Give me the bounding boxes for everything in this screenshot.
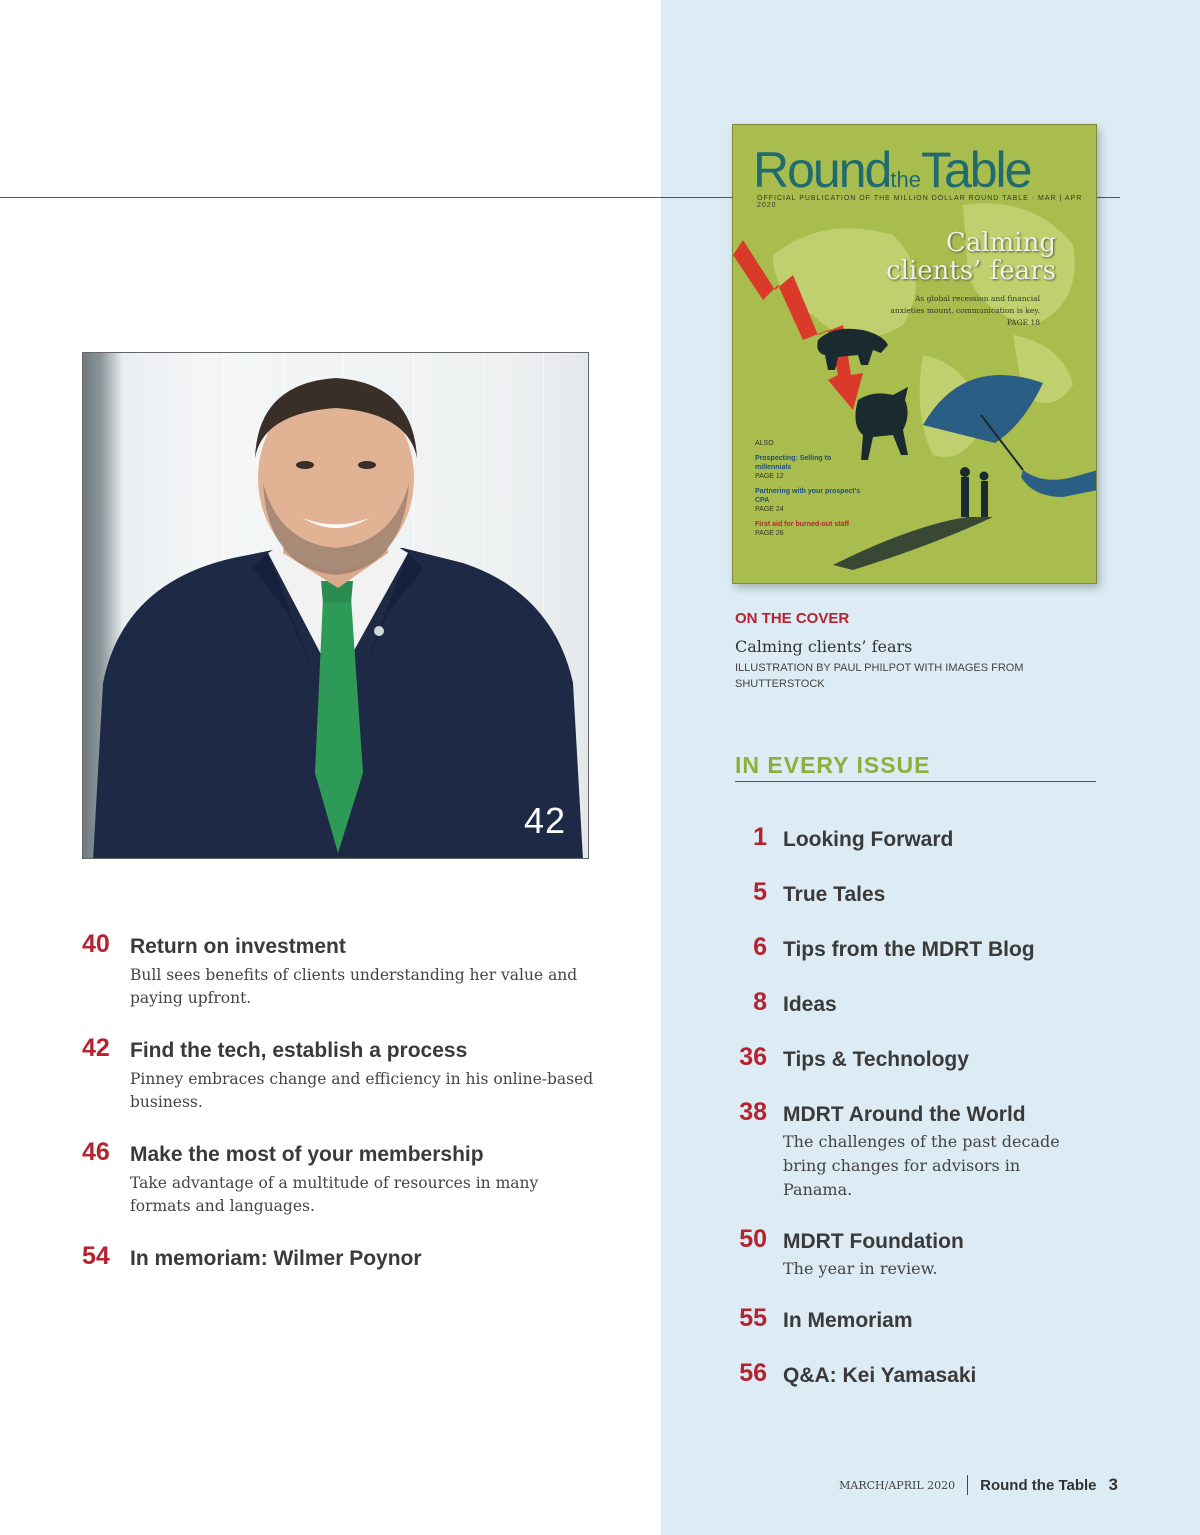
section-divider: [735, 781, 1096, 782]
issue-title: Tips from the MDRT Blog: [783, 938, 1035, 961]
footer-publication: Round the Table: [980, 1476, 1097, 1494]
page-footer: [839, 1475, 1118, 1495]
on-cover-title: Calming clients’ fears: [735, 637, 913, 656]
issue-page-number: 5: [753, 878, 767, 906]
footer-separator: [967, 1475, 968, 1495]
issue-item[interactable]: [735, 990, 1115, 1020]
article-title: In memoriam: Wilmer Poynor: [130, 1247, 422, 1270]
article-title: Make the most of your membership: [130, 1143, 484, 1166]
cover-also-list: [755, 439, 865, 544]
article-item[interactable]: [82, 930, 602, 1010]
issue-item[interactable]: [735, 935, 1115, 965]
issue-title: True Tales: [783, 883, 886, 906]
cover-also-item: Prospecting: Selling to millennials PAGE 12: [755, 455, 832, 480]
in-every-issue-heading: IN EVERY ISSUE: [735, 752, 931, 778]
issue-page-number: 1: [753, 823, 767, 851]
issue-title: In Memoriam: [783, 1309, 913, 1332]
issue-title: MDRT Around the World: [783, 1103, 1026, 1126]
issue-page-number: 56: [739, 1359, 767, 1387]
issue-item[interactable]: [735, 1306, 1115, 1336]
issue-item[interactable]: [735, 1100, 1115, 1202]
on-cover-label: ON THE COVER: [735, 610, 850, 627]
issue-title: Tips & Technology: [783, 1048, 969, 1071]
issue-title: Looking Forward: [783, 828, 954, 851]
issue-item[interactable]: [735, 880, 1115, 910]
cover-masthead: RoundtheTable: [753, 142, 1031, 198]
on-cover-credit: ILLUSTRATION BY PAUL PHILPOT WITH IMAGES FROM SHUTTERSTOCK: [735, 662, 1024, 690]
issue-page-number: 38: [739, 1098, 767, 1126]
every-issue-list: [735, 825, 1115, 1391]
article-page-number: 54: [82, 1242, 110, 1270]
article-page-number: 42: [82, 1034, 110, 1062]
feature-photo: [82, 352, 589, 859]
feature-article-list: [82, 930, 602, 1300]
cover-also-item: Partnering with your prospect's CPA PAGE 24: [755, 488, 861, 513]
issue-description: The challenges of the past decade bring changes for advisors in Panama.: [783, 1132, 1060, 1199]
article-description: Bull sees benefits of clients understanding her value and paying upfront.: [130, 966, 578, 1007]
article-item[interactable]: [82, 1034, 602, 1114]
issue-page-number: 36: [739, 1043, 767, 1071]
issue-page-number: 6: [753, 933, 767, 961]
issue-title: Q&A: Kei Yamasaki: [783, 1364, 977, 1387]
article-item[interactable]: [82, 1138, 602, 1218]
cover-subtitle: OFFICIAL PUBLICATION OF THE MILLION DOLLAR ROUND TABLE · MAR | APR 2020: [757, 195, 1083, 209]
issue-title: MDRT Foundation: [783, 1230, 964, 1253]
article-page-number: 46: [82, 1138, 110, 1166]
magazine-cover[interactable]: [732, 124, 1097, 584]
issue-item[interactable]: [735, 1361, 1115, 1391]
issue-item[interactable]: [735, 1045, 1115, 1075]
photo-page-number: 42: [523, 800, 566, 841]
cover-teaser: As global recession and financial anxieties mount, communication is key. PAGE 18: [890, 294, 1040, 327]
footer-page-number: 3: [1108, 1475, 1118, 1494]
issue-item[interactable]: [735, 825, 1115, 855]
article-description: Take advantage of a multitude of resources in many formats and languages.: [130, 1174, 539, 1215]
issue-title: Ideas: [783, 993, 837, 1016]
issue-page-number: 8: [753, 988, 767, 1016]
issue-page-number: 55: [739, 1304, 767, 1332]
article-page-number: 40: [82, 930, 110, 958]
article-description: Pinney embraces change and efficiency in his online-based business.: [130, 1070, 594, 1111]
footer-date: MARCH/APRIL 2020: [839, 1478, 956, 1492]
portrait-illustration: [83, 353, 589, 859]
cover-also-item: First aid for burned-out staff PAGE 26: [755, 521, 850, 537]
issue-item[interactable]: [735, 1227, 1115, 1281]
article-item[interactable]: [82, 1242, 602, 1276]
issue-page-number: 50: [739, 1225, 767, 1253]
article-title: Return on investment: [130, 935, 346, 958]
cover-also-label: ALSO: [755, 440, 774, 447]
issue-description: The year in review.: [783, 1259, 938, 1278]
cover-headline: Calming clients’ fears: [886, 228, 1056, 286]
article-title: Find the tech, establish a process: [130, 1039, 468, 1062]
